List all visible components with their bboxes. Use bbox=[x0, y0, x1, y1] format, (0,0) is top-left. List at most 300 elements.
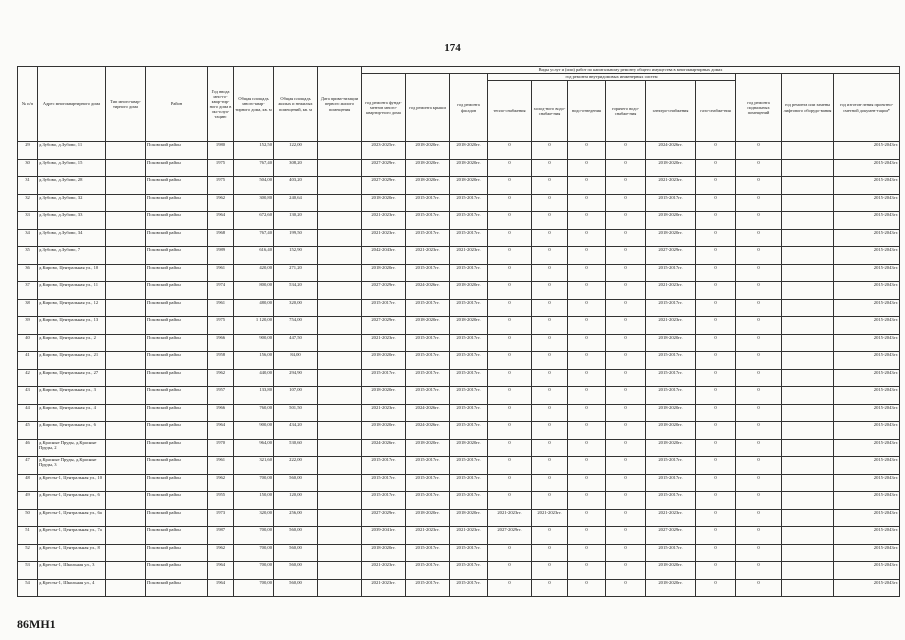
cell-roof: 2015-2017гг. bbox=[406, 579, 450, 597]
cell-cold: 0 bbox=[532, 282, 568, 300]
cell-district: Псковский район bbox=[146, 159, 208, 177]
cell-hot: 0 bbox=[606, 509, 646, 527]
cell-docs: 2015-2043гг. bbox=[834, 299, 900, 317]
cell-year: 1973 bbox=[208, 509, 234, 527]
cell-sewer: 0 bbox=[568, 387, 606, 405]
cell-sewer: 0 bbox=[568, 212, 606, 230]
cell-heat: 0 bbox=[488, 142, 532, 160]
cell-heat: 0 bbox=[488, 334, 532, 352]
cell-docs: 2015-2043гг. bbox=[834, 282, 900, 300]
cell-priv bbox=[318, 212, 362, 230]
footer-code: 86МН1 bbox=[17, 617, 56, 631]
cell-n: 35 bbox=[18, 247, 38, 265]
cell-hot: 0 bbox=[606, 387, 646, 405]
cell-n: 42 bbox=[18, 369, 38, 387]
cell-addr: д.Зубово, д.Зубово, 32 bbox=[38, 194, 106, 212]
cell-cold: 0 bbox=[532, 544, 568, 562]
cell-gas: 0 bbox=[696, 299, 736, 317]
cell-gas: 0 bbox=[696, 369, 736, 387]
cell-roof: 2018-2020гг. bbox=[406, 439, 450, 457]
cell-n: 37 bbox=[18, 282, 38, 300]
cell-found: 2021-2023гг. bbox=[362, 579, 406, 597]
cell-basement: 0 bbox=[736, 352, 782, 370]
cell-sewer: 0 bbox=[568, 194, 606, 212]
cell-total: 700,00 bbox=[234, 579, 274, 597]
cell-district: Псковский район bbox=[146, 299, 208, 317]
cell-docs: 2015-2043гг. bbox=[834, 492, 900, 510]
cell-year: 1962 bbox=[208, 474, 234, 492]
cell-hot: 0 bbox=[606, 194, 646, 212]
table-row bbox=[18, 457, 900, 475]
cell-cold: 0 bbox=[532, 229, 568, 247]
cell-roof: 2015-2017гг. bbox=[406, 212, 450, 230]
cell-living: 308,20 bbox=[274, 159, 318, 177]
systems-group-header: год ремонта внутридомовых инженерных систем bbox=[488, 74, 736, 81]
col-sewer-header: водо-отведения bbox=[568, 81, 606, 142]
cell-n: 32 bbox=[18, 194, 38, 212]
cell-total: 700,00 bbox=[234, 562, 274, 580]
cell-cold: 0 bbox=[532, 579, 568, 597]
cell-total: 760,00 bbox=[234, 404, 274, 422]
cell-elev bbox=[782, 142, 834, 160]
cell-priv bbox=[318, 299, 362, 317]
cell-living: 434,20 bbox=[274, 422, 318, 440]
cell-heat: 0 bbox=[488, 247, 532, 265]
table-row bbox=[18, 229, 900, 247]
cell-addr: д.Кирово, Центральная ул., 12 bbox=[38, 299, 106, 317]
cell-living: 152,90 bbox=[274, 247, 318, 265]
cell-facade: 2015-2017гг. bbox=[450, 299, 488, 317]
cell-basement: 0 bbox=[736, 142, 782, 160]
cell-sewer: 0 bbox=[568, 282, 606, 300]
cell-gas: 0 bbox=[696, 247, 736, 265]
cell-priv bbox=[318, 457, 362, 475]
cell-roof: 2015-2017гг. bbox=[406, 194, 450, 212]
cell-type bbox=[106, 194, 146, 212]
cell-elev bbox=[782, 387, 834, 405]
cell-power: 2015-2017гг. bbox=[646, 352, 696, 370]
cell-cold: 0 bbox=[532, 334, 568, 352]
cell-found: 2027-2029гг. bbox=[362, 177, 406, 195]
cell-total: 900,00 bbox=[234, 334, 274, 352]
cell-heat: 2021-2023гг. bbox=[488, 509, 532, 527]
cell-sewer: 0 bbox=[568, 562, 606, 580]
cell-gas: 0 bbox=[696, 334, 736, 352]
cell-power: 2027-2029гг. bbox=[646, 247, 696, 265]
cell-power: 2015-2017гг. bbox=[646, 194, 696, 212]
cell-n: 54 bbox=[18, 579, 38, 597]
col-address-header: Адрес многоквартирного дома bbox=[38, 67, 106, 142]
cell-elev bbox=[782, 422, 834, 440]
cell-addr: д.Кресты-1, Центральная ул., 8 bbox=[38, 544, 106, 562]
cell-facade: 2015-2017гг. bbox=[450, 404, 488, 422]
cell-total: 800,00 bbox=[234, 282, 274, 300]
cell-facade: 2015-2017гг. bbox=[450, 352, 488, 370]
cell-living: 240,64 bbox=[274, 194, 318, 212]
cell-power: 2021-2023гг. bbox=[646, 282, 696, 300]
cell-roof: 2018-2020гг. bbox=[406, 159, 450, 177]
cell-cold: 0 bbox=[532, 142, 568, 160]
cell-sewer: 0 bbox=[568, 579, 606, 597]
cell-docs: 2015-2043гг. bbox=[834, 177, 900, 195]
cell-power: 2018-2020гг. bbox=[646, 334, 696, 352]
cell-facade: 2021-2023гг. bbox=[450, 247, 488, 265]
cell-docs: 2015-2043гг. bbox=[834, 212, 900, 230]
cell-living: 256,00 bbox=[274, 509, 318, 527]
cell-hot: 0 bbox=[606, 439, 646, 457]
cell-addr: д.Кресты-1, Центральная ул., 6 bbox=[38, 492, 106, 510]
cell-cold: 2021-2023гг. bbox=[532, 509, 568, 527]
cell-n: 30 bbox=[18, 159, 38, 177]
cell-facade: 2018-2020гг. bbox=[450, 177, 488, 195]
cell-year: 1964 bbox=[208, 562, 234, 580]
col-power-header: электро-снабжения bbox=[646, 81, 696, 142]
cell-type bbox=[106, 509, 146, 527]
cell-addr: д.Кирово, Центральная ул., 10 bbox=[38, 264, 106, 282]
cell-hot: 0 bbox=[606, 247, 646, 265]
cell-type bbox=[106, 369, 146, 387]
cell-roof: 2015-2017гг. bbox=[406, 369, 450, 387]
table-body bbox=[18, 142, 900, 597]
cell-roof: 2021-2023гг. bbox=[406, 527, 450, 545]
cell-living: 534,20 bbox=[274, 282, 318, 300]
cell-basement: 0 bbox=[736, 579, 782, 597]
cell-sewer: 0 bbox=[568, 457, 606, 475]
cell-cold: 0 bbox=[532, 562, 568, 580]
cell-basement: 0 bbox=[736, 264, 782, 282]
cell-elev bbox=[782, 404, 834, 422]
cell-living: 107,00 bbox=[274, 387, 318, 405]
cell-roof: 2015-2017гг. bbox=[406, 352, 450, 370]
cell-found: 2021-2023гг. bbox=[362, 212, 406, 230]
cell-heat: 0 bbox=[488, 422, 532, 440]
cell-facade: 2018-2020гг. bbox=[450, 159, 488, 177]
table-row bbox=[18, 177, 900, 195]
cell-found: 2027-2029гг. bbox=[362, 317, 406, 335]
cell-found: 2023-2025гг. bbox=[362, 142, 406, 160]
cell-elev bbox=[782, 299, 834, 317]
cell-hot: 0 bbox=[606, 579, 646, 597]
cell-sewer: 0 bbox=[568, 544, 606, 562]
cell-n: 47 bbox=[18, 457, 38, 475]
cell-district: Псковский район bbox=[146, 282, 208, 300]
cell-year: 1962 bbox=[208, 369, 234, 387]
cell-power: 2027-2029гг. bbox=[646, 527, 696, 545]
cell-year: 1961 bbox=[208, 299, 234, 317]
cell-cold: 0 bbox=[532, 159, 568, 177]
cell-cold: 0 bbox=[532, 247, 568, 265]
cell-addr: д.Зубово, д.Зубово, 34 bbox=[38, 229, 106, 247]
cell-heat: 0 bbox=[488, 404, 532, 422]
cell-gas: 0 bbox=[696, 212, 736, 230]
cell-living: 130,20 bbox=[274, 212, 318, 230]
cell-elev bbox=[782, 509, 834, 527]
cell-gas: 0 bbox=[696, 387, 736, 405]
cell-heat: 2027-2029гг. bbox=[488, 527, 532, 545]
cell-year: 1962 bbox=[208, 194, 234, 212]
cell-sewer: 0 bbox=[568, 229, 606, 247]
cell-docs: 2015-2043гг. bbox=[834, 334, 900, 352]
cell-basement: 0 bbox=[736, 562, 782, 580]
cell-basement: 0 bbox=[736, 369, 782, 387]
cell-type bbox=[106, 387, 146, 405]
cell-year: 1989 bbox=[208, 247, 234, 265]
cell-total: 700,00 bbox=[234, 527, 274, 545]
cell-heat: 0 bbox=[488, 264, 532, 282]
cell-type bbox=[106, 579, 146, 597]
cell-priv bbox=[318, 474, 362, 492]
col-district-header: Район bbox=[146, 67, 208, 142]
cell-elev bbox=[782, 177, 834, 195]
table-row bbox=[18, 492, 900, 510]
cell-cold: 0 bbox=[532, 212, 568, 230]
cell-power: 2018-2020гг. bbox=[646, 562, 696, 580]
cell-n: 44 bbox=[18, 404, 38, 422]
table-row bbox=[18, 352, 900, 370]
col-heat-header: тепло-снабжения bbox=[488, 81, 532, 142]
cell-district: Псковский район bbox=[146, 369, 208, 387]
cell-roof: 2018-2020гг. bbox=[406, 142, 450, 160]
cell-cold: 0 bbox=[532, 177, 568, 195]
cell-addr: д.Кресты-1, Школьная ул., 4 bbox=[38, 579, 106, 597]
cell-sewer: 0 bbox=[568, 369, 606, 387]
table-row bbox=[18, 212, 900, 230]
cell-n: 40 bbox=[18, 334, 38, 352]
cell-addr: д.Красные Пруды, д.Красные Пруды, 3 bbox=[38, 457, 106, 475]
col-foundation-header: год ремонта фунда-ментов много-квартир-ного дома bbox=[362, 74, 406, 142]
cell-total: 152,50 bbox=[234, 142, 274, 160]
cell-heat: 0 bbox=[488, 177, 532, 195]
cell-found: 2015-2017гг. bbox=[362, 369, 406, 387]
cell-found: 2015-2017гг. bbox=[362, 299, 406, 317]
cell-docs: 2015-2043гг. bbox=[834, 439, 900, 457]
cell-gas: 0 bbox=[696, 159, 736, 177]
works-group-header: Виды услуг и (или) работ по капитальному ремонту общего имущества в многоквартирных домах bbox=[362, 67, 900, 74]
cell-elev bbox=[782, 317, 834, 335]
cell-docs: 2015-2043гг. bbox=[834, 404, 900, 422]
cell-living: 294,90 bbox=[274, 369, 318, 387]
cell-gas: 0 bbox=[696, 422, 736, 440]
cell-cold: 0 bbox=[532, 194, 568, 212]
cell-elev bbox=[782, 369, 834, 387]
cell-elev bbox=[782, 247, 834, 265]
cell-power: 2015-2017гг. bbox=[646, 299, 696, 317]
cell-total: 672,60 bbox=[234, 212, 274, 230]
table-row bbox=[18, 142, 900, 160]
cell-n: 50 bbox=[18, 509, 38, 527]
cell-gas: 0 bbox=[696, 282, 736, 300]
cell-found: 2018-2020гг. bbox=[362, 352, 406, 370]
cell-docs: 2015-2043гг. bbox=[834, 579, 900, 597]
cell-living: 560,00 bbox=[274, 474, 318, 492]
cell-type bbox=[106, 177, 146, 195]
cell-year: 1966 bbox=[208, 334, 234, 352]
cell-sewer: 0 bbox=[568, 299, 606, 317]
cell-district: Псковский район bbox=[146, 457, 208, 475]
cell-total: 133,80 bbox=[234, 387, 274, 405]
cell-priv bbox=[318, 544, 362, 562]
cell-hot: 0 bbox=[606, 544, 646, 562]
cell-type bbox=[106, 212, 146, 230]
cell-facade: 2021-2023гг. bbox=[450, 527, 488, 545]
cell-sewer: 0 bbox=[568, 177, 606, 195]
table-row bbox=[18, 422, 900, 440]
cell-year: 1987 bbox=[208, 527, 234, 545]
cell-n: 51 bbox=[18, 527, 38, 545]
cell-type bbox=[106, 159, 146, 177]
cell-living: 122,00 bbox=[274, 142, 318, 160]
cell-district: Псковский район bbox=[146, 352, 208, 370]
cell-sewer: 0 bbox=[568, 142, 606, 160]
cell-facade: 2015-2017гг. bbox=[450, 457, 488, 475]
table-row bbox=[18, 247, 900, 265]
cell-elev bbox=[782, 212, 834, 230]
col-living-area-header: Общая площадь жилых и нежилых помещений, кв. м bbox=[274, 67, 318, 142]
col-total-area-header: Общая площадь много-квар-тирного дома, кв. м bbox=[234, 67, 274, 142]
cell-facade: 2015-2017гг. bbox=[450, 229, 488, 247]
cell-basement: 0 bbox=[736, 247, 782, 265]
cell-docs: 2015-2043гг. bbox=[834, 264, 900, 282]
col-facade-header: год ремонта фасадов bbox=[450, 74, 488, 142]
cell-type bbox=[106, 544, 146, 562]
cell-addr: д.Зубово, д.Зубово, 33 bbox=[38, 212, 106, 230]
cell-found: 2021-2023гг. bbox=[362, 229, 406, 247]
cell-hot: 0 bbox=[606, 369, 646, 387]
cell-year: 1955 bbox=[208, 492, 234, 510]
cell-type bbox=[106, 422, 146, 440]
cell-cold: 0 bbox=[532, 422, 568, 440]
cell-power: 2024-2026гг. bbox=[646, 142, 696, 160]
cell-power: 2015-2017гг. bbox=[646, 492, 696, 510]
cell-addr: д.Кирово, Центральная ул., 2 bbox=[38, 334, 106, 352]
cell-type bbox=[106, 439, 146, 457]
cell-roof: 2015-2017гг. bbox=[406, 474, 450, 492]
cell-heat: 0 bbox=[488, 369, 532, 387]
cell-year: 1961 bbox=[208, 264, 234, 282]
table-row bbox=[18, 317, 900, 335]
cell-power: 2018-2020гг. bbox=[646, 229, 696, 247]
cell-facade: 2015-2017гг. bbox=[450, 492, 488, 510]
cell-found: 2042-2043гг. bbox=[362, 247, 406, 265]
cell-power: 2018-2020гг. bbox=[646, 159, 696, 177]
cell-total: 321,60 bbox=[234, 457, 274, 475]
cell-facade: 2015-2017гг. bbox=[450, 579, 488, 597]
cell-year: 1968 bbox=[208, 229, 234, 247]
cell-cold: 0 bbox=[532, 369, 568, 387]
cell-year: 1961 bbox=[208, 457, 234, 475]
cell-district: Псковский район bbox=[146, 247, 208, 265]
cell-hot: 0 bbox=[606, 142, 646, 160]
cell-found: 2021-2023гг. bbox=[362, 562, 406, 580]
cell-roof: 2024-2026гг. bbox=[406, 404, 450, 422]
cell-roof: 2024-2026гг. bbox=[406, 422, 450, 440]
cell-addr: д.Кирово, Центральная ул., 6 bbox=[38, 422, 106, 440]
table-row bbox=[18, 579, 900, 597]
cell-n: 53 bbox=[18, 562, 38, 580]
cell-elev bbox=[782, 579, 834, 597]
cell-docs: 2015-2043гг. bbox=[834, 387, 900, 405]
cell-living: 530,60 bbox=[274, 439, 318, 457]
cell-living: 560,00 bbox=[274, 527, 318, 545]
cell-elev bbox=[782, 492, 834, 510]
cell-year: 1958 bbox=[208, 352, 234, 370]
cell-year: 1966 bbox=[208, 404, 234, 422]
cell-hot: 0 bbox=[606, 212, 646, 230]
cell-heat: 0 bbox=[488, 299, 532, 317]
cell-elev bbox=[782, 527, 834, 545]
cell-elev bbox=[782, 474, 834, 492]
cell-sewer: 0 bbox=[568, 247, 606, 265]
cell-priv bbox=[318, 264, 362, 282]
cell-sewer: 0 bbox=[568, 264, 606, 282]
cell-type bbox=[106, 562, 146, 580]
cell-hot: 0 bbox=[606, 457, 646, 475]
cell-type bbox=[106, 229, 146, 247]
cell-sewer: 0 bbox=[568, 439, 606, 457]
cell-cold: 0 bbox=[532, 527, 568, 545]
cell-total: 420,00 bbox=[234, 264, 274, 282]
cell-elev bbox=[782, 194, 834, 212]
cell-addr: д.Зубово, д.Зубово, 11 bbox=[38, 142, 106, 160]
cell-power: 2021-2023гг. bbox=[646, 317, 696, 335]
cell-year: 1975 bbox=[208, 159, 234, 177]
cell-addr: д.Зубово, д.Зубово, 15 bbox=[38, 159, 106, 177]
cell-gas: 0 bbox=[696, 264, 736, 282]
cell-n: 29 bbox=[18, 142, 38, 160]
cell-priv bbox=[318, 404, 362, 422]
cell-basement: 0 bbox=[736, 229, 782, 247]
cell-living: 560,00 bbox=[274, 544, 318, 562]
cell-found: 2018-2020гг. bbox=[362, 544, 406, 562]
cell-gas: 0 bbox=[696, 474, 736, 492]
cell-district: Псковский район bbox=[146, 334, 208, 352]
cell-total: 300,80 bbox=[234, 194, 274, 212]
cell-facade: 2015-2017гг. bbox=[450, 474, 488, 492]
cell-power: 2018-2020гг. bbox=[646, 579, 696, 597]
table-row bbox=[18, 527, 900, 545]
cell-type bbox=[106, 404, 146, 422]
cell-total: 767,40 bbox=[234, 159, 274, 177]
cell-basement: 0 bbox=[736, 387, 782, 405]
cell-docs: 2015-2043гг. bbox=[834, 229, 900, 247]
cell-priv bbox=[318, 369, 362, 387]
cell-hot: 0 bbox=[606, 474, 646, 492]
cell-found: 2039-2041гг. bbox=[362, 527, 406, 545]
cell-hot: 0 bbox=[606, 562, 646, 580]
cell-basement: 0 bbox=[736, 299, 782, 317]
cell-type bbox=[106, 142, 146, 160]
cell-basement: 0 bbox=[736, 334, 782, 352]
cell-docs: 2015-2043гг. bbox=[834, 369, 900, 387]
cell-power: 2018-2020гг. bbox=[646, 404, 696, 422]
cell-docs: 2015-2043гг. bbox=[834, 159, 900, 177]
cell-basement: 0 bbox=[736, 212, 782, 230]
cell-docs: 2015-2043гг. bbox=[834, 474, 900, 492]
cell-heat: 0 bbox=[488, 439, 532, 457]
cell-district: Псковский район bbox=[146, 317, 208, 335]
cell-n: 45 bbox=[18, 422, 38, 440]
cell-gas: 0 bbox=[696, 229, 736, 247]
cell-total: 700,00 bbox=[234, 544, 274, 562]
cell-priv bbox=[318, 229, 362, 247]
cell-basement: 0 bbox=[736, 404, 782, 422]
cell-living: 501,50 bbox=[274, 404, 318, 422]
cell-heat: 0 bbox=[488, 474, 532, 492]
cell-cold: 0 bbox=[532, 474, 568, 492]
cell-found: 2021-2023гг. bbox=[362, 334, 406, 352]
cell-power: 2015-2017гг. bbox=[646, 369, 696, 387]
cell-district: Псковский район bbox=[146, 264, 208, 282]
